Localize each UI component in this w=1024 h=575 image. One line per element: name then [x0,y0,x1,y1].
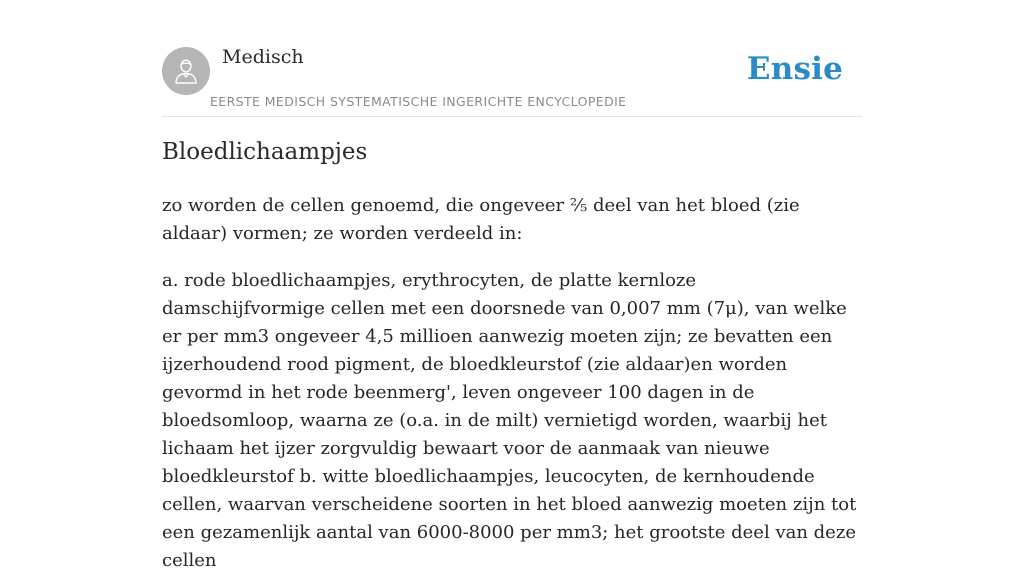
user-icon [171,56,201,86]
source-subtitle: EERSTE MEDISCH SYSTEMATISCHE INGERICHTE ENCYCLOPEDIE [210,94,627,109]
article-paragraph: zo worden de cellen genoemd, die ongeveer ⅖ deel van het bloed (zie aldaar) vormen; ze worden verdeeld in: [162,195,800,244]
source-name[interactable]: Medisch [222,46,304,68]
article-paragraph: a. rode bloedlichaampjes, erythrocyten, de platte kernloze damschijfvormige cellen met een doorsnede van 0,007 mm (7μ), van welke er per mm3 ongeveer 4,5 millioen aanwezig moeten zijn; ze bevatten een ijzerhoudend rood pigment, de bloedkleurstof (zie aldaar)en worden gevormd in het rode beenmerg', leven ongeveer 100 dagen in de bloedsomloop, waarna ze (o.a. in de milt) vernietigd worden, waarbij het lichaam het ijzer zorgvuldig bewaart voor de aanmaak van nieuwe bloedkleurstof b. witte bloedlichaampjes, leucocyten, de kernhoudende cellen, waarvan verscheidene soorten in het bloed aanwezig moeten zijn tot een gezamenlijk aantal van 6000-8000 per mm3; het grootste deel van deze cellen [162,270,857,571]
ensie-logo[interactable]: Ensie [746,51,843,87]
avatar[interactable] [162,47,210,95]
page [162,0,862,571]
article-title: Bloedlichaampjes [162,139,368,165]
header [162,0,862,117]
